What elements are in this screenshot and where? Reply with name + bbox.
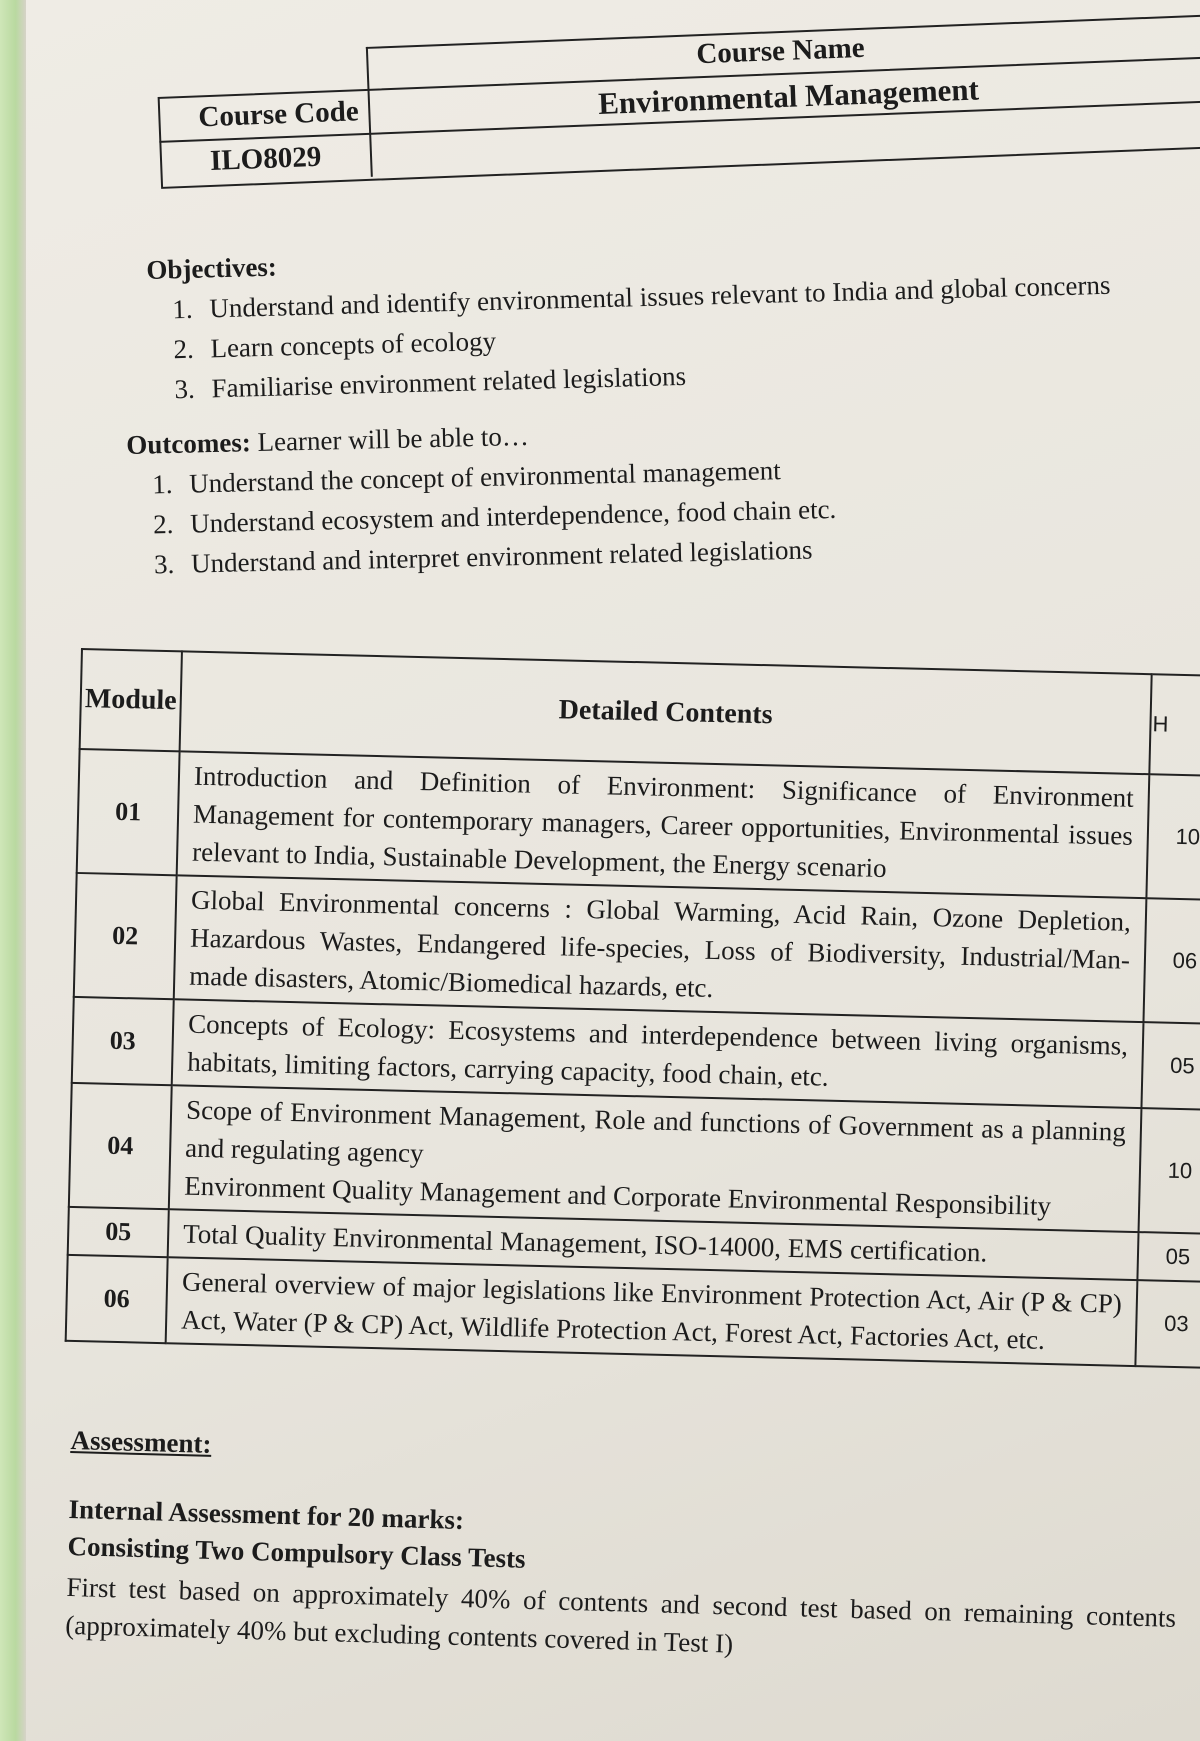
module-content: Concepts of Ecology: Ecosystems and interdependence between living organisms, habitats, limiting factors, carrying capacity, food chain, etc. [172, 999, 1144, 1108]
outcomes-heading: Outcomes: [126, 427, 252, 460]
module-table [65, 648, 1200, 1369]
column-header-contents: Detailed Contents [180, 651, 1152, 774]
module-content: Total Quality Environmental Management, ISO-14000, EMS certification. [168, 1209, 1139, 1280]
objective-item: 3. Familiarise environment related legislations [201, 345, 1113, 409]
course-name-label: Course Name [695, 31, 866, 71]
module-number: 02 [74, 873, 177, 999]
outcomes-list [127, 449, 838, 585]
assessment-section [65, 1425, 1200, 1676]
module-hours: 06 [1143, 898, 1200, 1024]
module-number: 06 [66, 1255, 168, 1343]
outcome-item: 3. Understand and interpret environment related legislations [181, 529, 838, 584]
course-code-label: Course Code [197, 95, 360, 134]
course-info-table [156, 14, 1200, 187]
assessment-heading: Assessment: [70, 1425, 212, 1459]
outcome-item: 2. Understand ecosystem and interdependence, food chain etc. [180, 489, 837, 544]
document-page [26, 0, 1200, 1741]
outcome-item: 1. Understand the concept of environmental management [179, 449, 836, 504]
module-number: 05 [68, 1207, 169, 1257]
module-number: 03 [72, 997, 174, 1085]
module-content-extra: Environment Quality Management and Corporate Environmental Responsibility [184, 1170, 1052, 1222]
module-content: General overview of major legislations like Environment Protection Act, Air (P & CP) Act, Water (P & CP) Act, Wildlife Protection Act, Forest Act, Factories Act, etc. [166, 1257, 1138, 1366]
module-content: Scope of Environment Management, Role and functions of Government as a planning and regulating agency [184, 1094, 1127, 1169]
objective-item: 2. Learn concepts of ecology [200, 305, 1112, 369]
internal-assessment-label: Internal Assessment for 20 marks: [68, 1493, 465, 1536]
outcomes-section [126, 414, 838, 585]
module-content-cell [169, 1085, 1142, 1232]
book-binding-edge [0, 0, 26, 1741]
course-name-value: Environmental Management [597, 71, 980, 122]
module-number: 04 [69, 1083, 172, 1209]
module-hours: 05 [1141, 1022, 1200, 1110]
module-number: 01 [77, 749, 180, 875]
course-code-value: ILO8029 [209, 140, 322, 177]
module-content: Introduction and Definition of Environment: Significance of Environment Management for contemporary managers, Career opportunities, Environmental issues relevant to India, Sustainable Development, the Energy scenario [177, 751, 1150, 898]
objectives-heading: Objectives: [146, 251, 278, 285]
objective-item: 1. Understand and identify environmental issues relevant to India and global concerns [199, 265, 1111, 329]
objectives-section [146, 230, 1113, 410]
module-hours: 10 [1139, 1108, 1200, 1234]
column-header-module: Module [80, 649, 182, 751]
objectives-list [147, 265, 1113, 410]
assessment-description: First test based on approximately 40% of contents and second test based on remaining contents (approximately 40% but excluding contents covered in Test I) [64, 1571, 1177, 1659]
outcomes-intro: Learner will be able to… [257, 420, 530, 458]
class-tests-label: Consisting Two Compulsory Class Tests [67, 1530, 526, 1574]
module-content: Global Environmental concerns : Global Warming, Acid Rain, Ozone Depletion, Hazardous Wastes, Endangered life-species, Loss of Biodiversity, Industrial/Man-made disasters, Atomic/Biomedical hazards, etc. [174, 875, 1147, 1022]
module-hours: 03 [1135, 1280, 1200, 1368]
module-hours: 05 [1137, 1232, 1200, 1282]
column-header-hours: H [1149, 674, 1200, 776]
module-hours: 10 [1146, 774, 1200, 900]
